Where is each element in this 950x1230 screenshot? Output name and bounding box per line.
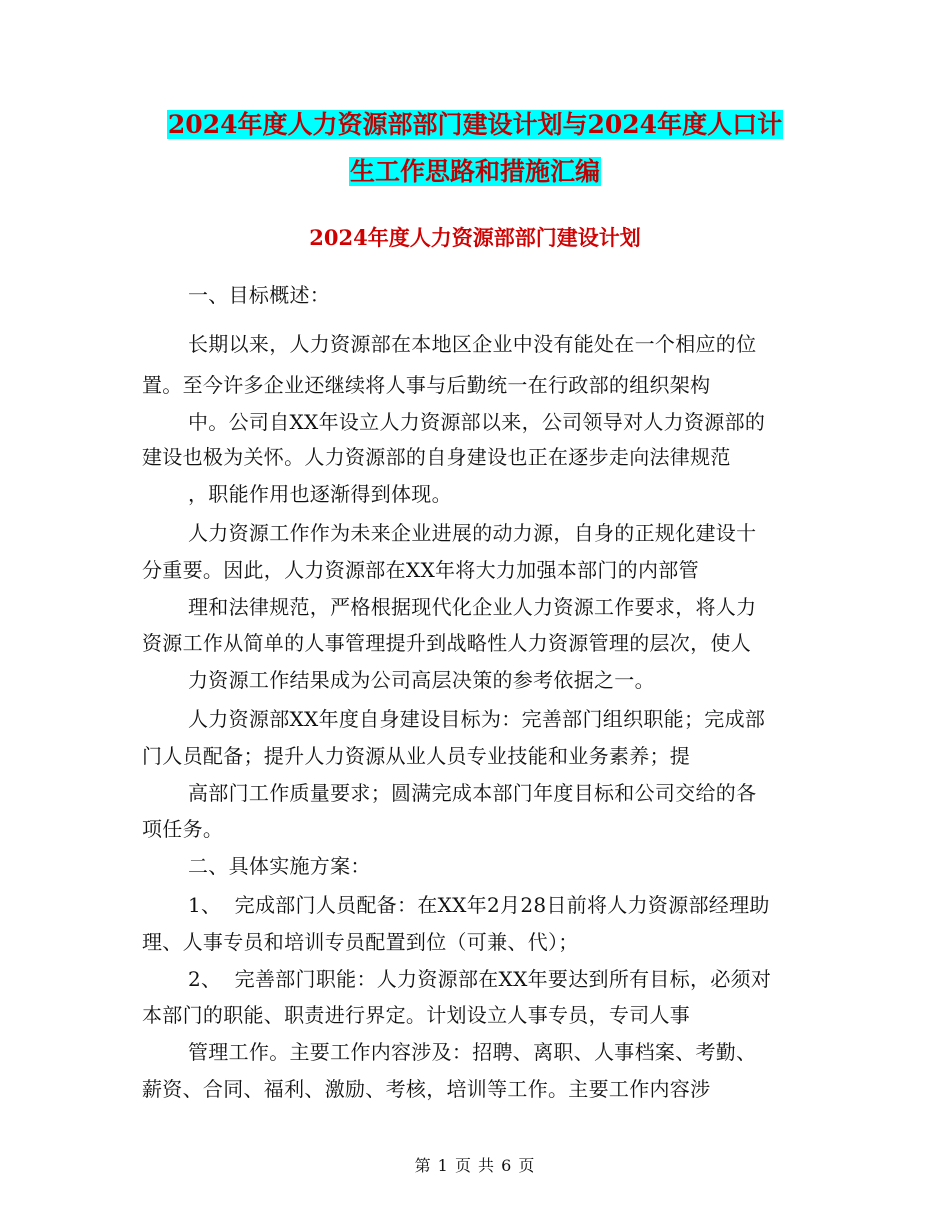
- body-line: 人力资源工作作为未来企业进展的动力源，自身的正规化建设十: [188, 521, 757, 545]
- body-line: 建设也极为关怀。人力资源部的自身建设也正在逐步走向法律规范: [142, 445, 731, 469]
- page-footer: 第 1 页 共 6 页: [414, 1156, 536, 1175]
- body-line: 中。公司自XX年设立人力资源部以来，公司领导对人力资源部的: [188, 410, 766, 434]
- body-line: 二、具体实施方案：: [188, 854, 371, 878]
- title-highlight: 2024年度人力资源部部门建设计划与2024年度人口计: [167, 110, 783, 139]
- body-line: 分重要。因此，人力资源部在XX年将大力加强本部门的内部管: [142, 558, 699, 582]
- body-line: 2、 完善部门职能：人力资源部在XX年要达到所有目标，必须对: [188, 967, 772, 991]
- document-title-line-1: [0, 105, 950, 145]
- body-line: 人力资源部XX年度自身建设目标为：完善部门组织职能；完成部: [188, 707, 766, 731]
- body-line: 管理工作。主要工作内容涉及：招聘、离职、人事档案、考勤、: [188, 1040, 757, 1064]
- title-highlight: 生工作思路和措施汇编: [349, 157, 600, 186]
- body-line: 项任务。: [142, 817, 224, 841]
- body-line: 本部门的职能、职责进行界定。计划设立人事专员，专司人事: [142, 1003, 691, 1027]
- body-line: 力资源工作结果成为公司高层决策的参考依据之一。: [188, 668, 655, 692]
- body-line: 理和法律规范，严格根据现代化企业人力资源工作要求，将人力: [188, 595, 757, 619]
- document-title-line-2: [0, 152, 950, 192]
- body-line: 门人员配备；提升人力资源从业人员专业技能和业务素养；提: [142, 744, 691, 768]
- body-line: 理、人事专员和培训专员配置到位（可兼、代）；: [142, 930, 579, 954]
- body-line: ，职能作用也逐渐得到体现。: [188, 482, 452, 506]
- body-line: 资源工作从简单的人事管理提升到战略性人力资源管理的层次，使人: [142, 631, 751, 655]
- body-line: 一、目标概述：: [188, 283, 331, 307]
- section-title: 2024年度人力资源部部门建设计划: [309, 225, 641, 250]
- body-line: 高部门工作质量要求；圆满完成本部门年度目标和公司交给的各: [188, 781, 757, 805]
- body-line: 置。至今许多企业还继续将人事与后勤统一在行政部的组织架构: [142, 373, 711, 397]
- body-line: 1、 完成部门人员配备：在XX年2月28日前将人力资源部经理助: [188, 893, 770, 917]
- body-line: 薪资、合同、福利、激励、考核，培训等工作。主要工作内容涉: [142, 1077, 711, 1101]
- body-line: 长期以来，人力资源部在本地区企业中没有能处在一个相应的位: [188, 332, 757, 356]
